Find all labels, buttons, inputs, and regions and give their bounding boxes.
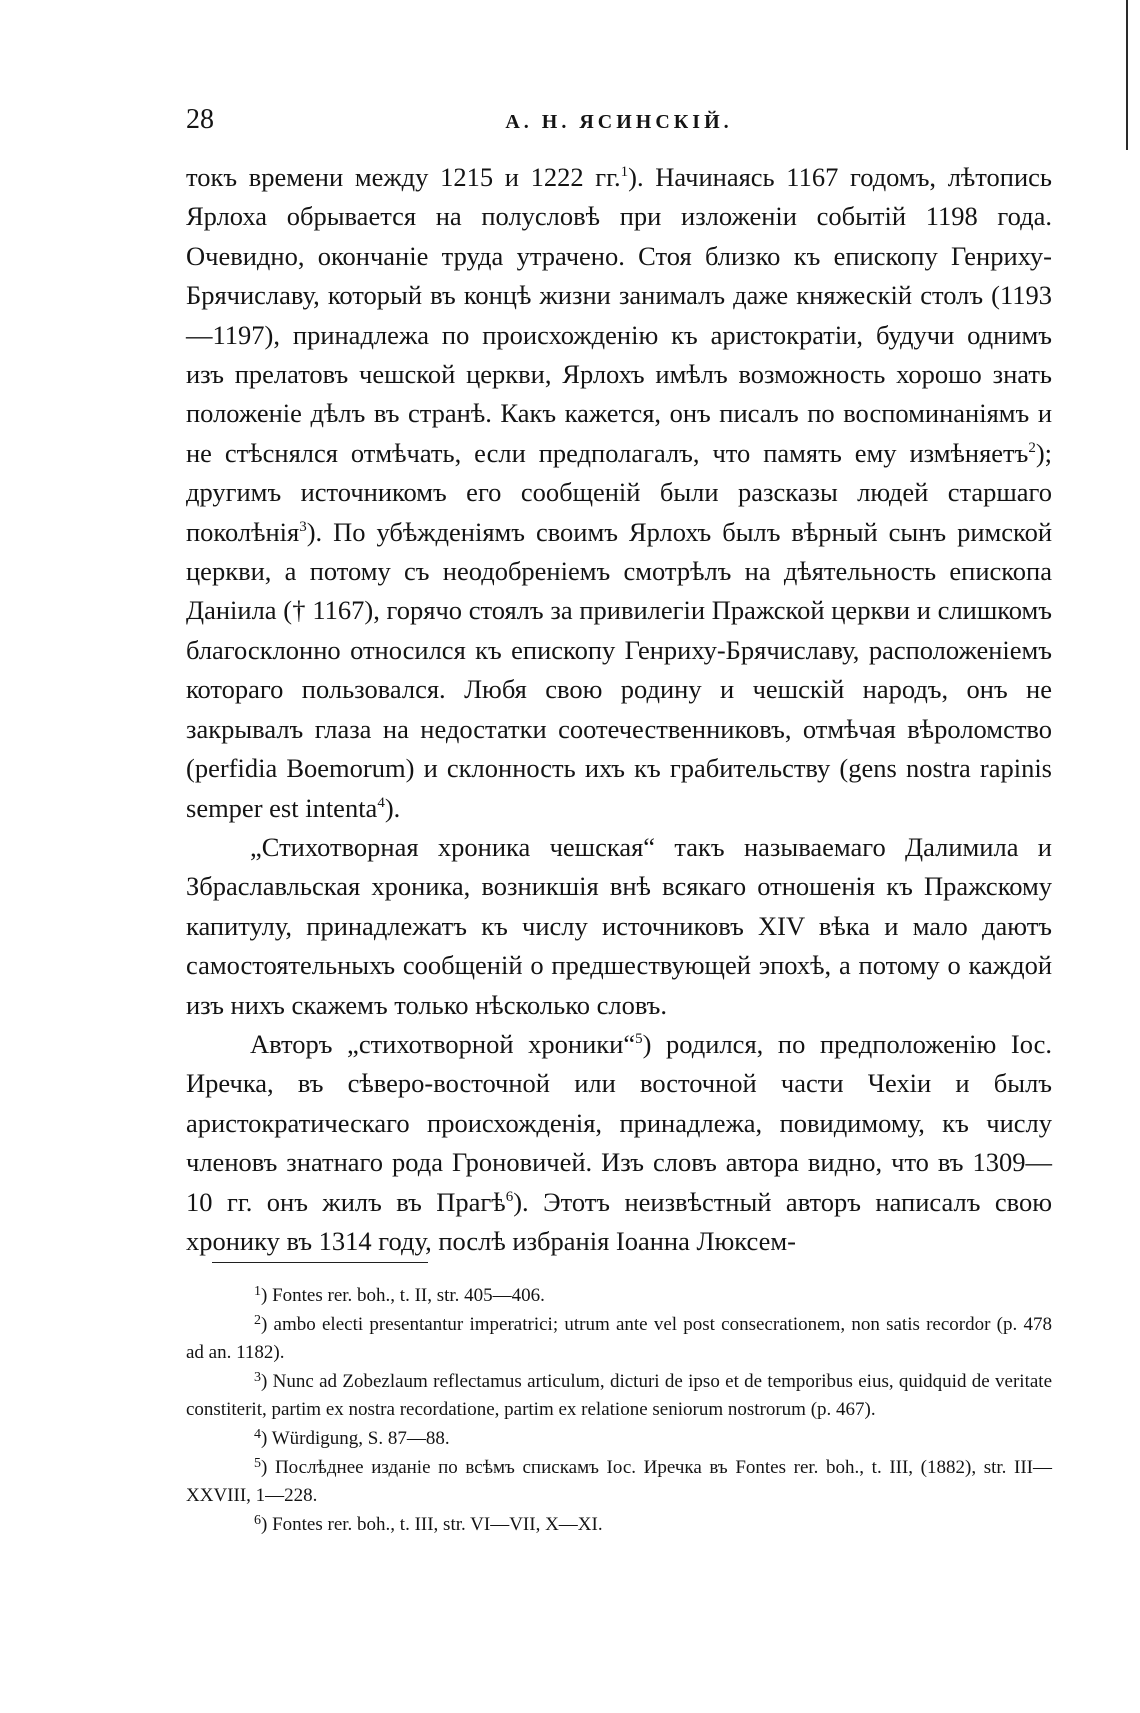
footnote-mark-3: 3 bbox=[254, 1369, 261, 1385]
footnote-text-1: ) Fontes rer. boh., t. II, str. 405—406. bbox=[261, 1285, 545, 1306]
footnote-4 bbox=[186, 1425, 1052, 1454]
footnote-ref-2: 2 bbox=[1028, 439, 1036, 456]
footnote-5 bbox=[186, 1454, 1052, 1511]
footnote-mark-4: 4 bbox=[254, 1426, 261, 1442]
footnotes bbox=[186, 1282, 1052, 1539]
paragraph-3-part-1: Авторъ „стихотворной хроники“ bbox=[250, 1028, 636, 1059]
paragraph-1-part-3: ); другимъ источникомъ его сообщеній были разсказы людей старшаго поколѣнія bbox=[186, 437, 1052, 547]
footnote-mark-1: 1 bbox=[254, 1284, 261, 1299]
footnote-2 bbox=[186, 1311, 1052, 1368]
footnote-6 bbox=[186, 1511, 1052, 1540]
paragraph-1-part-4: ). По убѣжденіямъ своимъ Ярлохъ былъ вѣрный сынъ римской церкви, а потому съ неодобреніемъ смотрѣлъ на дѣятельность епископа Даніила († 1167), горячо стоялъ за привилегіи Пражской церкви и слишкомъ благосклонно относился къ епископу Генриху-Брячиславу, расположеніемъ котораго пользовался. Любя свою родину и чешскій народъ, онъ не закрывалъ глаза на недостатки соотечественниковъ, отмѣчая вѣроломство (perfidia Boemorum) и склонность ихъ къ грабительству (gens nostra rapinis semper est intenta bbox=[186, 516, 1052, 823]
footnote-ref-6: 6 bbox=[505, 1188, 514, 1205]
footnote-mark-5: 5 bbox=[254, 1455, 261, 1471]
running-head-author: А. Н. ЯСИНСКІЙ. bbox=[505, 111, 733, 133]
footnote-ref-1: 1 bbox=[620, 164, 629, 180]
binding-edge-line bbox=[1126, 0, 1128, 150]
footnote-text-2: ) ambo electi presentantur imperatrici; utrum ante vel post consecrationem, non satis recordor (p. 478 ad an. 1182). bbox=[186, 1313, 1052, 1364]
footnote-mark-6: 6 bbox=[254, 1512, 261, 1528]
footnote-text-6: ) Fontes rer. boh., t. III, str. VI—VII, X—XI. bbox=[261, 1513, 603, 1535]
footnote-text-5: ) Послѣднее изданіе по всѣмъ спискамъ Іос. Иречка въ Fontes rer. boh., t. III, (1882), str. III—XXVIII, 1—228. bbox=[186, 1456, 1052, 1507]
paragraph-1-part-2: ). Начинаясь 1167 годомъ, лѣтопись Ярлоха обрывается на полусловѣ при изложеніи событій 1198 года. Очевидно, окончаніе труда утрачено. Стоя близко къ епископу Генриху-Брячиславу, который въ концѣ жизни занималъ даже княжескій столъ (1193—1197), принадлежа по происхожденію къ аристократіи, будучи однимъ изъ прелатовъ чешской церкви, Ярлохъ имѣлъ возможность хорошо знать положеніе дѣлъ въ странѣ. Какъ кажется, онъ писалъ по воспоминаніямъ и не стѣснялся отмѣчать, если предполагалъ, что память ему измѣняетъ bbox=[186, 162, 1052, 468]
paragraph-1-part-5: ). bbox=[384, 792, 401, 823]
footnote-text-3: ) Nunc ad Zobezlaum reflectamus articulum, dicturi de ipso et de temporibus eius, quidquid de veritate constiterit, partim ex nostra recordatione, partim ex relatione seniorum nostrorum (p. 467). bbox=[186, 1370, 1052, 1421]
footnote-separator bbox=[212, 1262, 428, 1263]
footnote-mark-2: 2 bbox=[254, 1312, 261, 1328]
footnote-text-4: ) Würdigung, S. 87—88. bbox=[261, 1427, 450, 1449]
paragraph-3 bbox=[186, 1025, 1052, 1261]
running-head bbox=[186, 100, 1052, 140]
footnote-3 bbox=[186, 1368, 1052, 1425]
page-number: 28 bbox=[186, 104, 214, 135]
main-text bbox=[186, 158, 1052, 1261]
footnote-ref-5: 5 bbox=[635, 1030, 643, 1047]
paragraph-1-part-1: токъ времени между 1215 и 1222 гг. bbox=[186, 162, 621, 192]
paragraph-2: „Стихотворная хроника чешская“ такъ называемаго Далимила и Збраславльская хроника, возникшія внѣ всякаго отношенія къ Пражскому капитулу, принадлежатъ къ числу источниковъ XIV вѣка и мало даютъ самостоятельныхъ сообщеній о предшествующей эпохѣ, а потому о каждой изъ нихъ скажемъ только нѣсколько словъ. bbox=[186, 831, 1052, 1020]
paragraph-1 bbox=[186, 158, 1052, 828]
footnote-ref-3: 3 bbox=[299, 518, 307, 535]
paragraph-3-part-3: ). Этотъ неизвѣстный авторъ написалъ свою хронику въ 1314 году, послѣ избранія Іоанна Люксем- bbox=[186, 1186, 1052, 1256]
footnote-1 bbox=[186, 1282, 1052, 1311]
footnote-ref-4: 4 bbox=[377, 794, 385, 811]
paragraph-3-part-2: ) родился, по предположенію Іос. Иречка, въ сѣверо-восточной или восточной части Чехіи и былъ аристократическаго происхожденія, принадлежа, повидимому, къ числу членовъ знатнаго рода Гроновичей. Изъ словъ автора видно, что въ 1309—10 гг. онъ жилъ въ Прагѣ bbox=[186, 1028, 1053, 1217]
